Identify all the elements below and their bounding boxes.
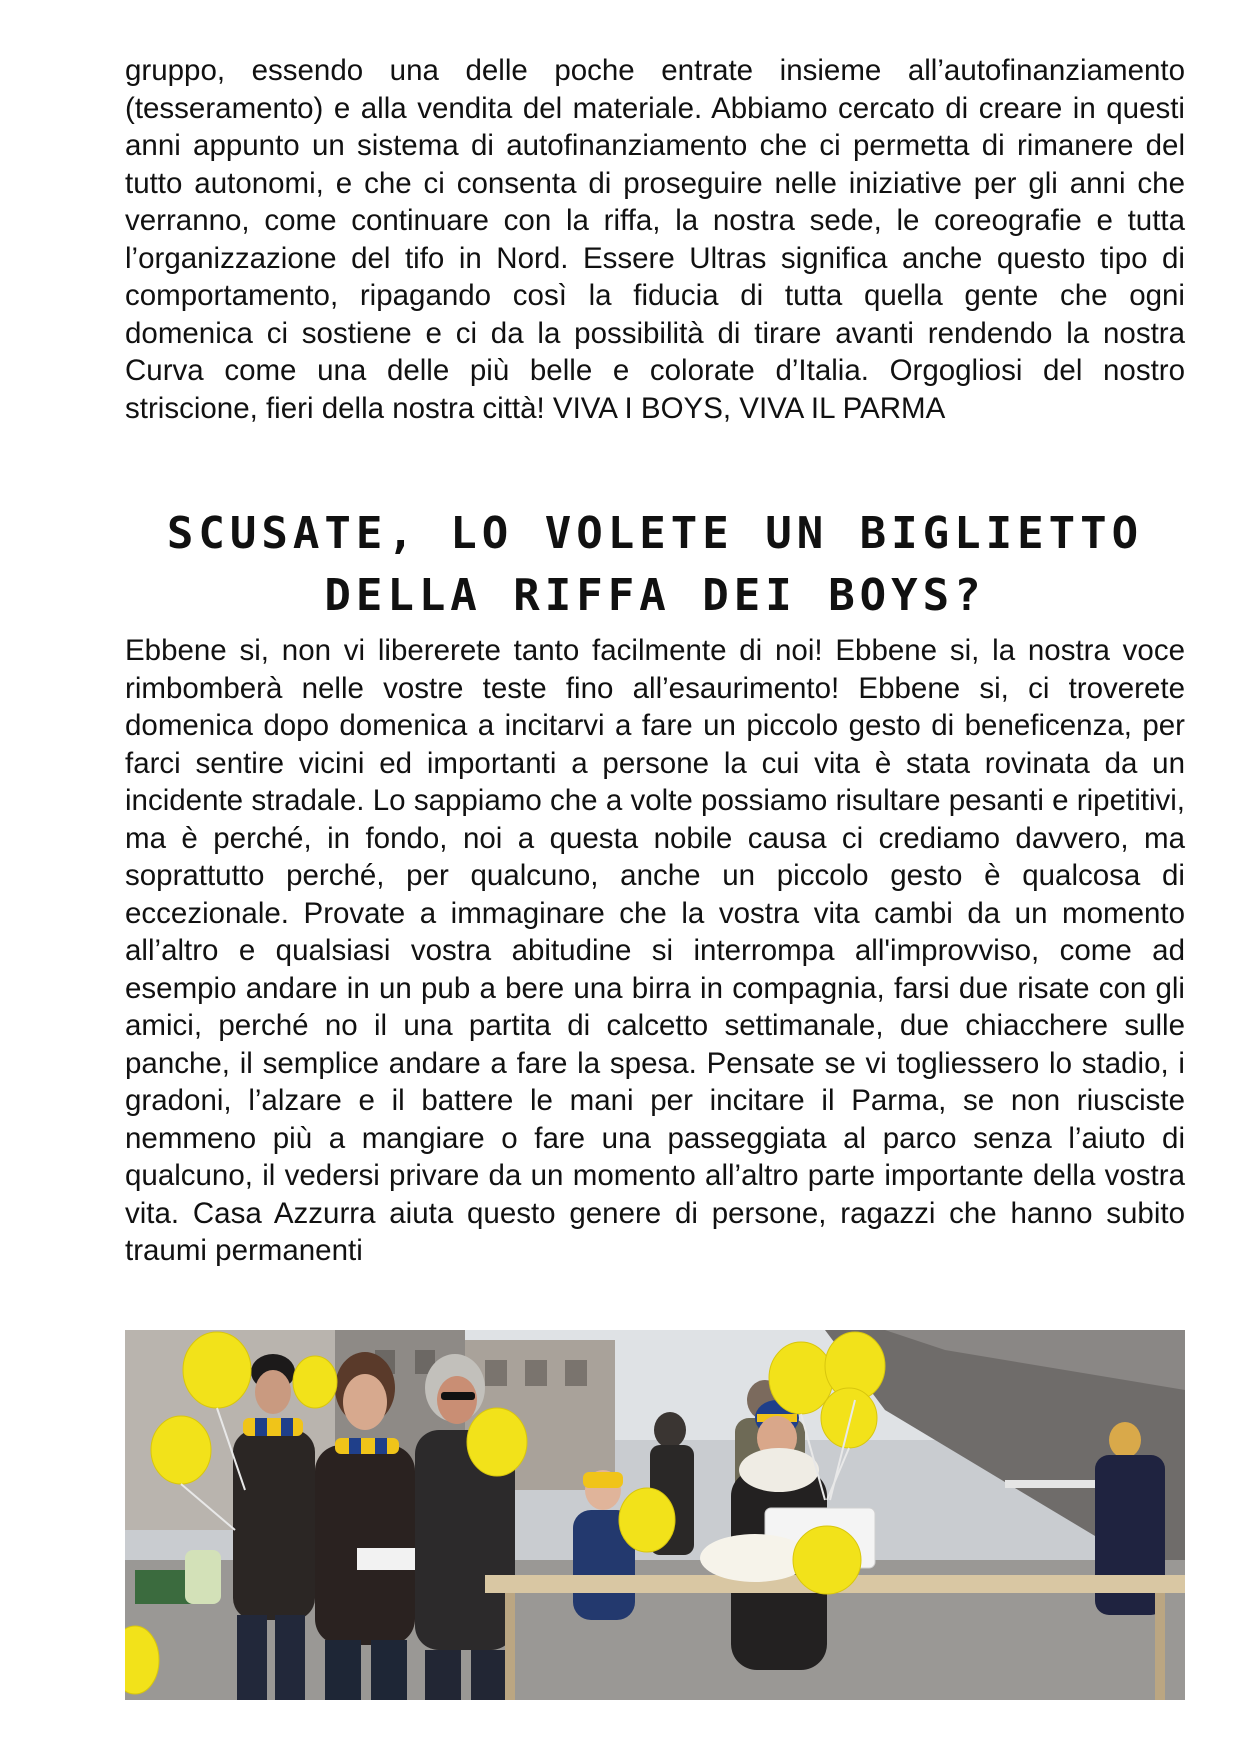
article-headline bbox=[125, 503, 1185, 627]
event-photo bbox=[125, 1330, 1185, 1700]
intro-paragraph: gruppo, essendo una delle poche entrate insieme all’autofinanziamento (tesseramento) e alla vendita del materiale. Abbiamo cercato di creare in questi anni appunto un sistema di autofinanziamento che ci permetta di rimanere del tutto autonomi, e che ci consenta di proseguire nelle iniziative per gli anni che verranno, come continuare con la riffa, la nostra sede, le coreografie e tutta l’organizzazione del tifo in Nord. Essere Ultras significa anche questo tipo di comportamento, ripagando così la fiducia di tutta quella gente che ogni domenica ci sostiene e ci da la possibilità di tirare avanti rendendo la nostra Curva come una delle più belle e colorate d’Italia. Orgogliosi del nostro striscione, fieri della nostra città! VIVA I BOYS, VIVA IL PARMA bbox=[125, 54, 1185, 425]
intro-paragraph-block bbox=[125, 52, 1185, 427]
photo-volunteers-yellow-balloons bbox=[125, 1330, 1185, 1700]
body-paragraph-block bbox=[125, 632, 1185, 1270]
body-paragraph: Ebbene si, non vi libererete tanto facilmente di noi! Ebbene si, la nostra voce rimbomberà nelle vostre teste fino all’esaurimento! Ebbene si, ci troverete domenica dopo domenica a incitarvi a fare un piccolo gesto di beneficenza, per farci sentire vicini ed importanti a persone la cui vita è stata rovinata da un incidente stradale. Lo sappiamo che a volte possiamo risultare pesanti e ripetitivi, ma è perché, in fondo, noi a questa nobile causa ci crediamo davvero, ma soprattutto perché, per qualcuno, anche un piccolo gesto è qualcosa di eccezionale. Provate a immaginare che la vostra vita cambi da un momento all’altro e qualsiasi vostra abitudine si interrompa all'improvviso, come ad esempio andare in un pub a bere una birra in compagnia, farsi due risate con gli amici, perché no il una partita di calcetto settimanale, due chiacchere sulle panche, il semplice andare a fare la spesa. Pensate se vi togliessero lo stadio, i gradoni, l’alzare e il battere le mani per incitare il Parma, se non riusciste nemmeno più a mangiare o fare una passeggiata al parco senza l’aiuto di qualcuno, il vedersi privare da un momento all’altro parte importante della vostra vita. Casa Azzurra aiuta questo genere di persone, ragazzi che hanno subito traumi permanenti bbox=[125, 634, 1185, 1267]
headline-line-2: DELLA RIFFA DEI BOYS? bbox=[324, 570, 986, 621]
headline-line-1: SCUSATE, LO VOLETE UN BIGLIETTO bbox=[166, 508, 1144, 559]
